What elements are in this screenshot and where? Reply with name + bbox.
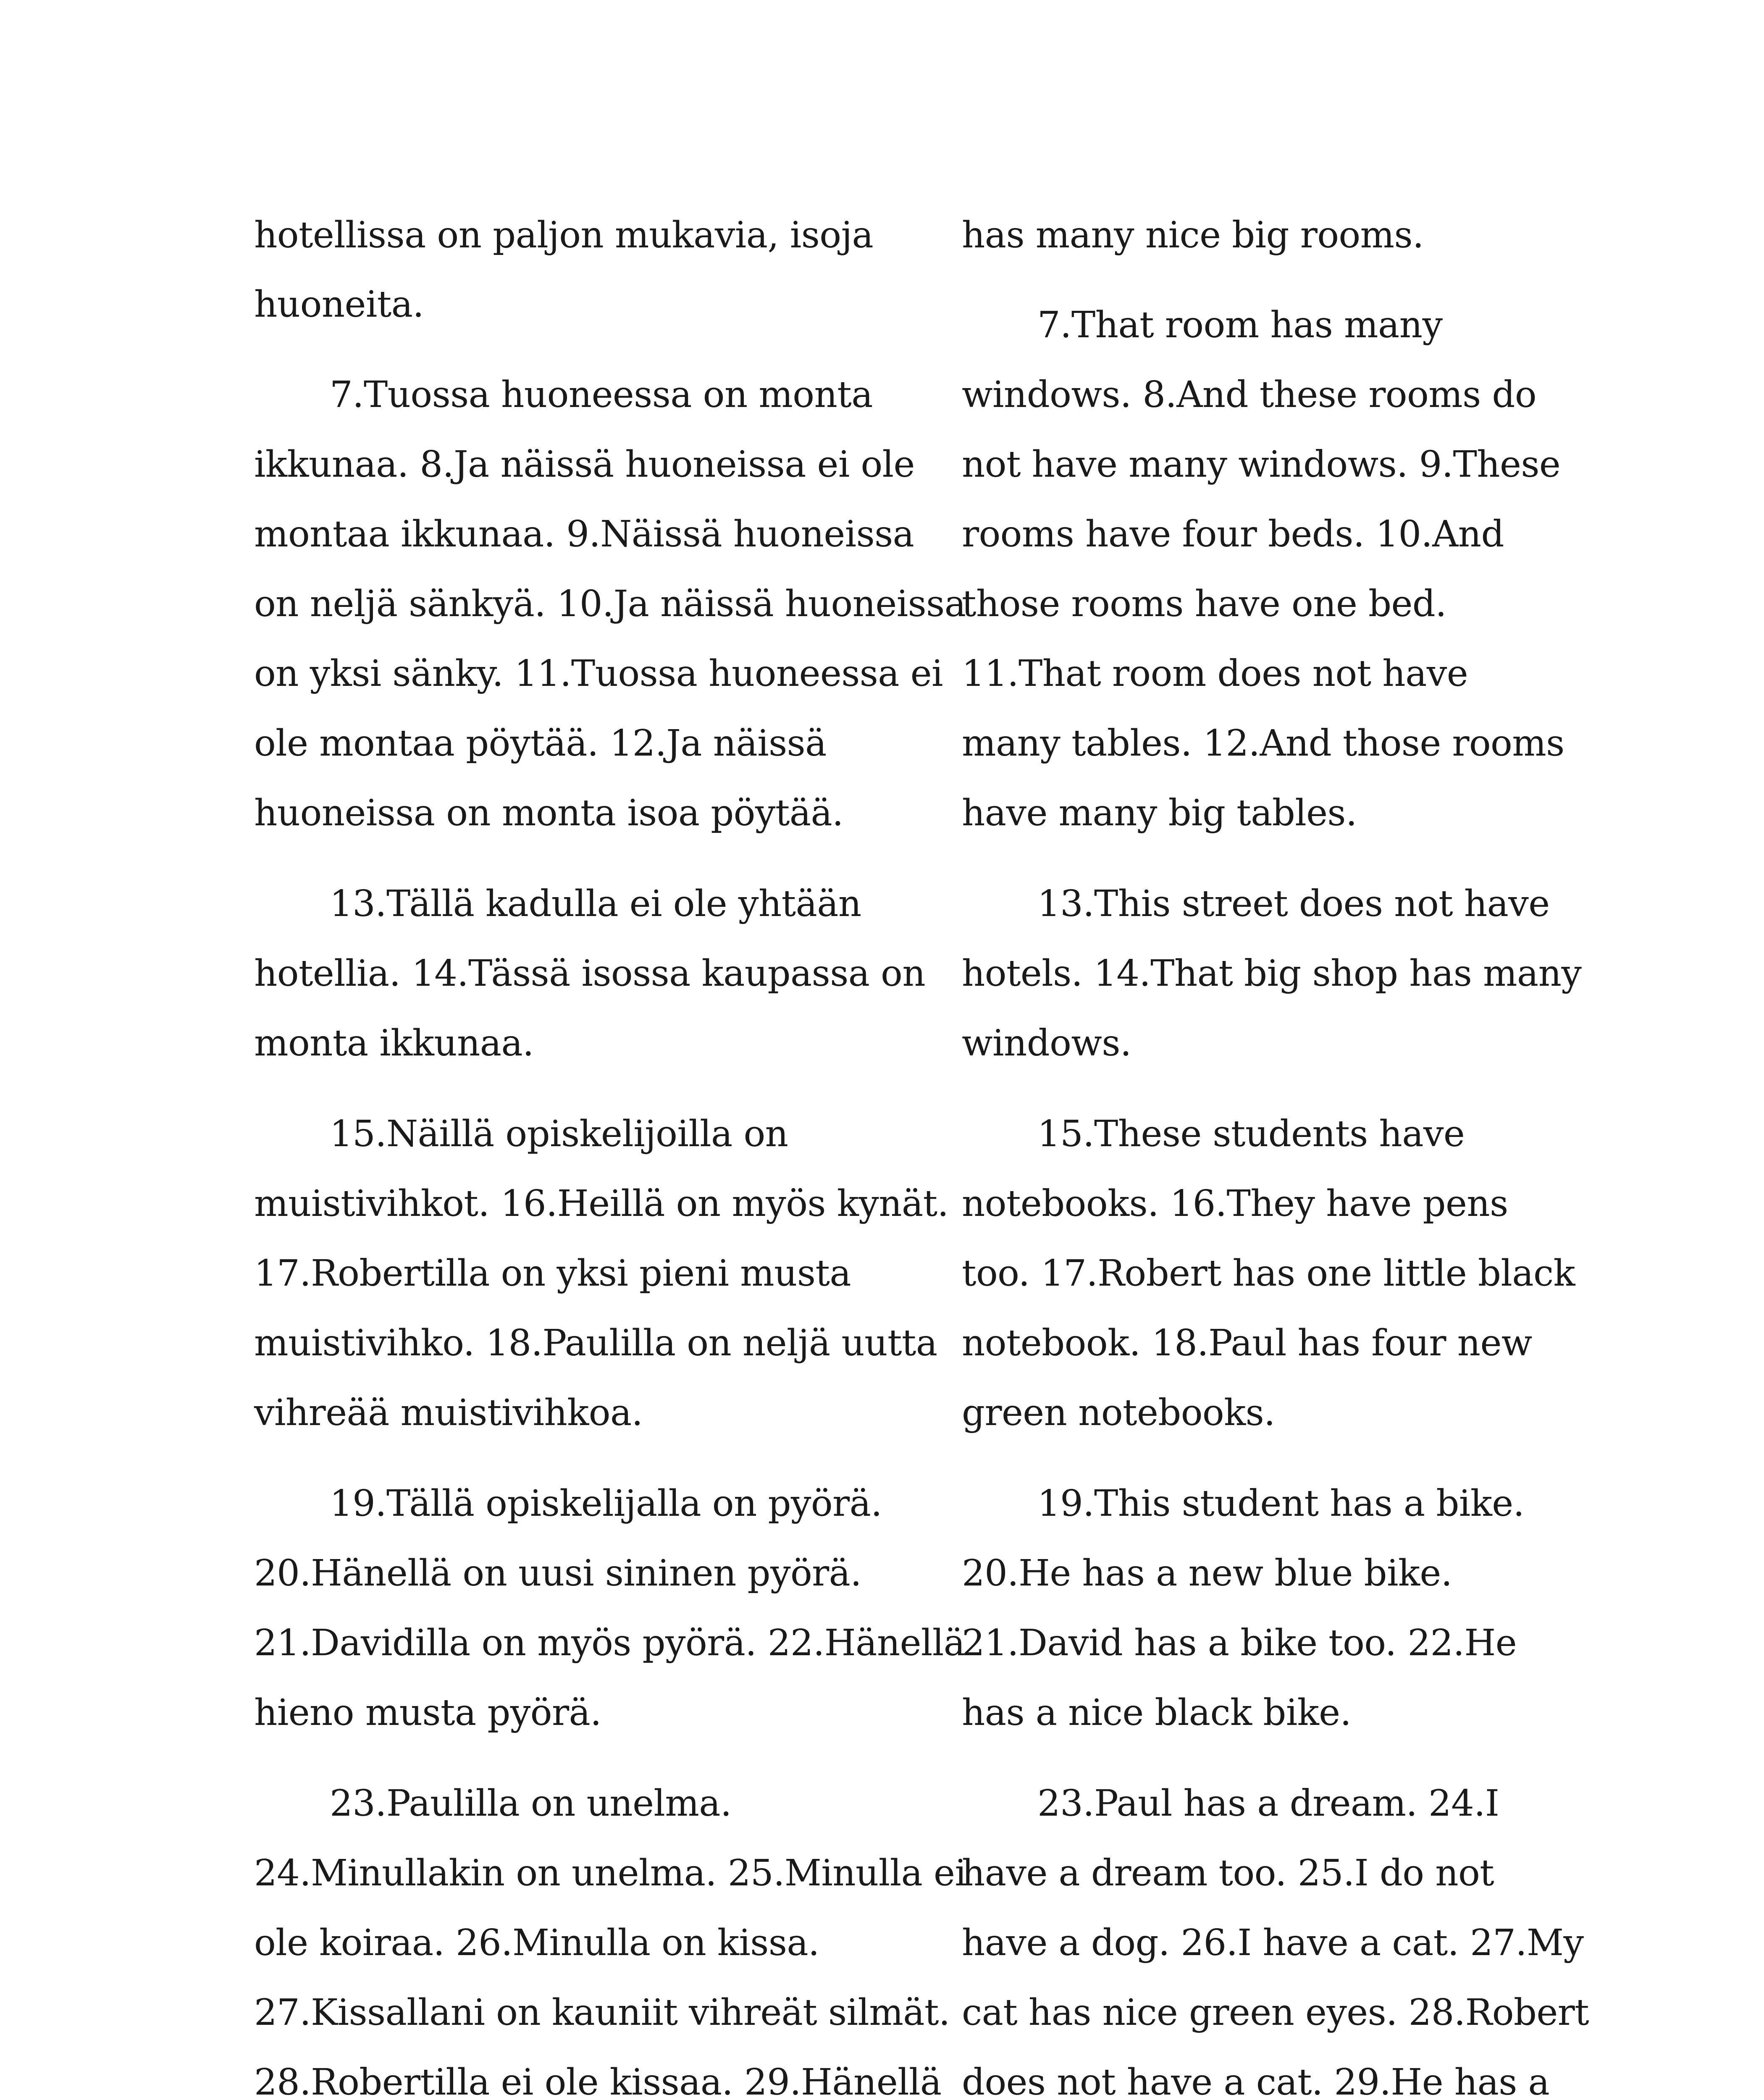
- english-line: hotels. 14.That big shop has many: [962, 953, 1582, 995]
- finnish-line: hotellia. 14.Tässä isossa kaupassa on: [254, 953, 926, 995]
- english-line: not have many windows. 9.These: [962, 444, 1561, 486]
- english-paragraph-start: 19.This student has a bike.: [1037, 1483, 1525, 1525]
- finnish-line: muistivihko. 18.Paulilla on neljä uutta: [254, 1322, 937, 1364]
- english-line: does not have a cat. 29.He has a: [962, 2061, 1550, 2100]
- finnish-line: on neljä sänkyä. 10.Ja näissä huoneissa: [254, 583, 966, 625]
- finnish-line: huoneissa on monta isoa pöytää.: [254, 792, 843, 834]
- finnish-line: ikkunaa. 8.Ja näissä huoneissa ei ole: [254, 444, 915, 486]
- finnish-line: 24.Minullakin on unelma. 25.Minulla ei: [254, 1852, 966, 1894]
- english-line: those rooms have one bed.: [962, 583, 1446, 625]
- english-line: have many big tables.: [962, 792, 1357, 834]
- finnish-paragraph-start: 23.Paulilla on unelma.: [330, 1782, 732, 1824]
- english-line: many tables. 12.And those rooms: [962, 722, 1564, 764]
- english-line: windows. 8.And these rooms do: [962, 374, 1537, 416]
- english-line: has many nice big rooms.: [962, 214, 1424, 256]
- english-line: rooms have four beds. 10.And: [962, 513, 1504, 555]
- finnish-line: ole montaa pöytää. 12.Ja näissä: [254, 722, 827, 764]
- finnish-line: 27.Kissallani on kauniit vihreät silmät.: [254, 1992, 950, 2034]
- finnish-line: 21.Davidilla on myös pyörä. 22.Hänellä: [254, 1622, 965, 1664]
- finnish-line: monta ikkunaa.: [254, 1022, 534, 1064]
- english-line: notebook. 18.Paul has four new: [962, 1322, 1532, 1364]
- english-line: has a nice black bike.: [962, 1692, 1352, 1734]
- english-paragraph-start: 7.That room has many: [1037, 304, 1443, 346]
- english-paragraph-start: 23.Paul has a dream. 24.I: [1037, 1782, 1499, 1824]
- english-line: 20.He has a new blue bike.: [962, 1552, 1452, 1594]
- finnish-paragraph-start: 7.Tuossa huoneessa on monta: [330, 374, 873, 416]
- finnish-line: montaa ikkunaa. 9.Näissä huoneissa: [254, 513, 914, 555]
- finnish-line: on yksi sänky. 11.Tuossa huoneessa ei: [254, 653, 943, 695]
- english-line: too. 17.Robert has one little black: [962, 1252, 1575, 1294]
- english-line: notebooks. 16.They have pens: [962, 1183, 1508, 1225]
- finnish-line: ole koiraa. 26.Minulla on kissa.: [254, 1922, 819, 1964]
- english-line: 21.David has a bike too. 22.He: [962, 1622, 1517, 1664]
- finnish-line: huoneita.: [254, 284, 424, 326]
- english-line: have a dream too. 25.I do not: [962, 1852, 1494, 1894]
- english-paragraph-start: 15.These students have: [1037, 1113, 1465, 1155]
- english-line: green notebooks.: [962, 1392, 1275, 1434]
- finnish-line: 17.Robertilla on yksi pieni musta: [254, 1252, 851, 1294]
- english-line: windows.: [962, 1022, 1131, 1064]
- finnish-line: vihreää muistivihkoa.: [254, 1392, 643, 1434]
- english-paragraph-start: 13.This street does not have: [1037, 883, 1550, 925]
- finnish-paragraph-start: 19.Tällä opiskelijalla on pyörä.: [330, 1483, 882, 1525]
- finnish-line: 28.Robertilla ei ole kissaa. 29.Hänellä: [254, 2061, 942, 2100]
- finnish-line: hotellissa on paljon mukavia, isoja: [254, 214, 874, 256]
- english-line: cat has nice green eyes. 28.Robert: [962, 1992, 1589, 2034]
- finnish-line: 20.Hänellä on uusi sininen pyörä.: [254, 1552, 862, 1594]
- english-line: 11.That room does not have: [962, 653, 1468, 695]
- english-line: have a dog. 26.I have a cat. 27.My: [962, 1922, 1584, 1964]
- finnish-line: hieno musta pyörä.: [254, 1692, 601, 1734]
- finnish-line: muistivihkot. 16.Heillä on myös kynät.: [254, 1183, 949, 1225]
- finnish-paragraph-start: 13.Tällä kadulla ei ole yhtään: [330, 883, 861, 925]
- finnish-paragraph-start: 15.Näillä opiskelijoilla on: [330, 1113, 788, 1155]
